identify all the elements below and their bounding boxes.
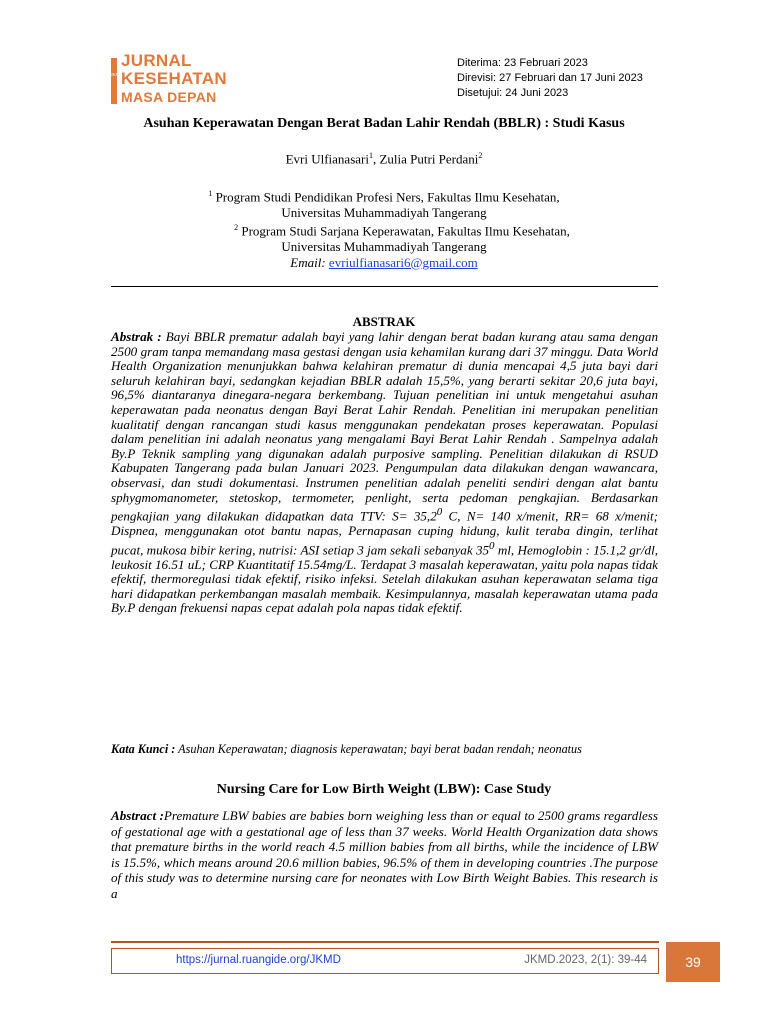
affiliation-mark: 1 <box>208 189 213 198</box>
abstract-en-text: Premature LBW babies are babies born weighing less than or equal to 2500 grams regardless of gestational age with a gestational age of less than 37 weeks. World Health Organization data shows that premature births in the world reach 4.5 million babies from all births, while the incidence of LBW is 15.5%, which means around 20.6 million babies, 96.5% of them in developing countries .The purpose of this study was to determine nursing care for neonates with Low Birth Weight Babies. This research is a <box>111 808 658 901</box>
abstract-text: ml, Hemoglobin : 15.1,2 gr/dl, leukosit 16.51 uL; CRP Kuantitatif 15.54mg/L. Terdapat 3 masalah keperawatan, yaitu pola napas tidak efektif, thermoregulasi tidak efektif, risiko infeksi. Setelah dilakukan asuhan keperawatan selama tiga hari didapatkan perkembangan masalah membaik. Kesimpulannya, masalah keperawatan utama pada By.P dengan frekuensi napas cepat adalah pola napas tidak efektif. <box>111 542 658 616</box>
affiliations <box>0 186 768 270</box>
abstract-heading: ABSTRAK <box>352 314 416 329</box>
keywords <box>111 742 671 757</box>
keywords-label: Kata Kunci : <box>111 742 176 756</box>
abstract-en-label: Abstract : <box>111 808 164 823</box>
author-list <box>0 151 768 167</box>
abstract-text: C, N= 140 x/menit, RR= 68 x/menit; Dispnea, menggunakan otot bantu napas, Pernapasan cuping hidung, kulit teraba dingin, terlihat pucat, mukosa bibir kering, nutrisi: ASI setiap 3 jam sekali sebanyak 35 <box>111 508 658 558</box>
email-label: Email <box>290 254 322 270</box>
affiliation-text: Program Studi Pendidikan Profesi Ners, Fakultas Ilmu Kesehatan, <box>212 189 560 205</box>
date-received: Diterima: 23 Februari 2023 <box>457 57 588 69</box>
abstract-text: Bayi BBLR prematur adalah bayi yang lahir dengan berat badan kurang atau sama dengan 2500 gram tanpa memandang masa gestasi dengan usia kehamilan kurang dari 37 minggu. Data World Health Organization menunjukkan bahwa kelahiran prematur di dunia mencapai 4,5 juta bayi dari seluruh kelahiran bayi, sedangkan kejadian BBLR adalah 15,5%, yang berarti sekitar 20,6 juta bayi, 96,5% diantaranya dinegara-negara berkembang. Tujuan penelitian ini untuk mengetahui asuhan keperawatan pada neonatus dengan Bayi Berat Lahir Rendah. Penelitian ini merupakan penelitian kualitatif dengan rancangan studi kasus menggunakan pendekatan proses keperawatan. Populasi dalam penelitian ini adalah neonatus yang mengalami Bayi Berat Lahir Rendah . Sampelnya adalah By.P Teknik sampling yang digunakan adalah purposive sampling. Penelitian dilakukan di RSUD Kabupaten Tangerang pada bulan Januari 2023. Pengumpulan data dilakukan dengan wawancara, observasi, dan studi dokumentasi. Instrumen penelitian adalah peneliti sendiri dengan alat bantu sphygmomanometer, stetoskop, termometer, penlight, serta pedoman pengkajian. Berdasarkan pengkajian yang dilakukan didapatkan data TTV: S= 35,2 <box>111 329 658 524</box>
citation-text: JKMD.2023, 2(1): 39-44 <box>524 954 647 966</box>
keywords-text: Asuhan Keperawatan; diagnosis keperawatan; bayi berat badan rendah; neonatus <box>175 742 582 756</box>
abstract-english <box>111 808 658 901</box>
journal-logo-line3: MASA DEPAN <box>121 89 217 105</box>
date-accepted: Disetujui: 24 Juni 2023 <box>457 87 569 99</box>
journal-logo-line1: JURNAL <box>121 51 192 70</box>
page-number-badge: 39 <box>666 942 720 982</box>
footer-rule <box>111 941 659 943</box>
journal-url-link[interactable]: https://jurnal.ruangide.org/JKMD <box>176 954 341 966</box>
affiliation-1 <box>0 186 768 205</box>
footer-box <box>111 948 659 974</box>
author-affiliation-mark: 2 <box>478 151 483 160</box>
article-title: Asuhan Keperawatan Dengan Berat Badan Lahir Rendah (BBLR) : Studi Kasus <box>143 116 625 131</box>
journal-logo <box>121 52 227 106</box>
author-name: Evri Ulfianasari <box>285 151 369 167</box>
journal-logo-line2: KESEHATAN <box>121 69 227 88</box>
date-revised: Direvisi: 27 Februari dan 17 Juni 2023 <box>457 72 643 84</box>
journal-logo-vertical-text: JKMD <box>111 72 122 77</box>
superscript: 0 <box>489 539 495 552</box>
affiliation-mark: 2 <box>234 223 239 233</box>
affiliation-1-university: Universitas Muhammadiyah Tangerang <box>281 204 487 220</box>
affiliation-2 <box>0 220 768 239</box>
journal-logo-bar <box>111 58 122 104</box>
affiliation-2-university: Universitas Muhammadiyah Tangerang <box>281 239 487 255</box>
author-separator: , <box>372 151 380 167</box>
author-name: Zulia Putri Perdani <box>379 151 479 167</box>
email-link[interactable]: evriulfianasari6@gmail.com <box>328 254 478 270</box>
degree-superscript: 0 <box>436 506 443 519</box>
header-divider <box>111 286 658 287</box>
author-affiliation-mark: 1 <box>368 151 373 160</box>
email-line: Email: evriulfianasari6@gmail.com <box>290 254 478 270</box>
abstract-indonesian <box>111 330 658 616</box>
affiliation-text: Program Studi Sarjana Keperawatan, Fakultas Ilmu Kesehatan, <box>238 223 570 239</box>
abstract-label: Abstrak : <box>111 329 162 344</box>
article-title-english: Nursing Care for Low Birth Weight (LBW): Case Study <box>216 782 552 797</box>
article-dates <box>457 56 643 101</box>
